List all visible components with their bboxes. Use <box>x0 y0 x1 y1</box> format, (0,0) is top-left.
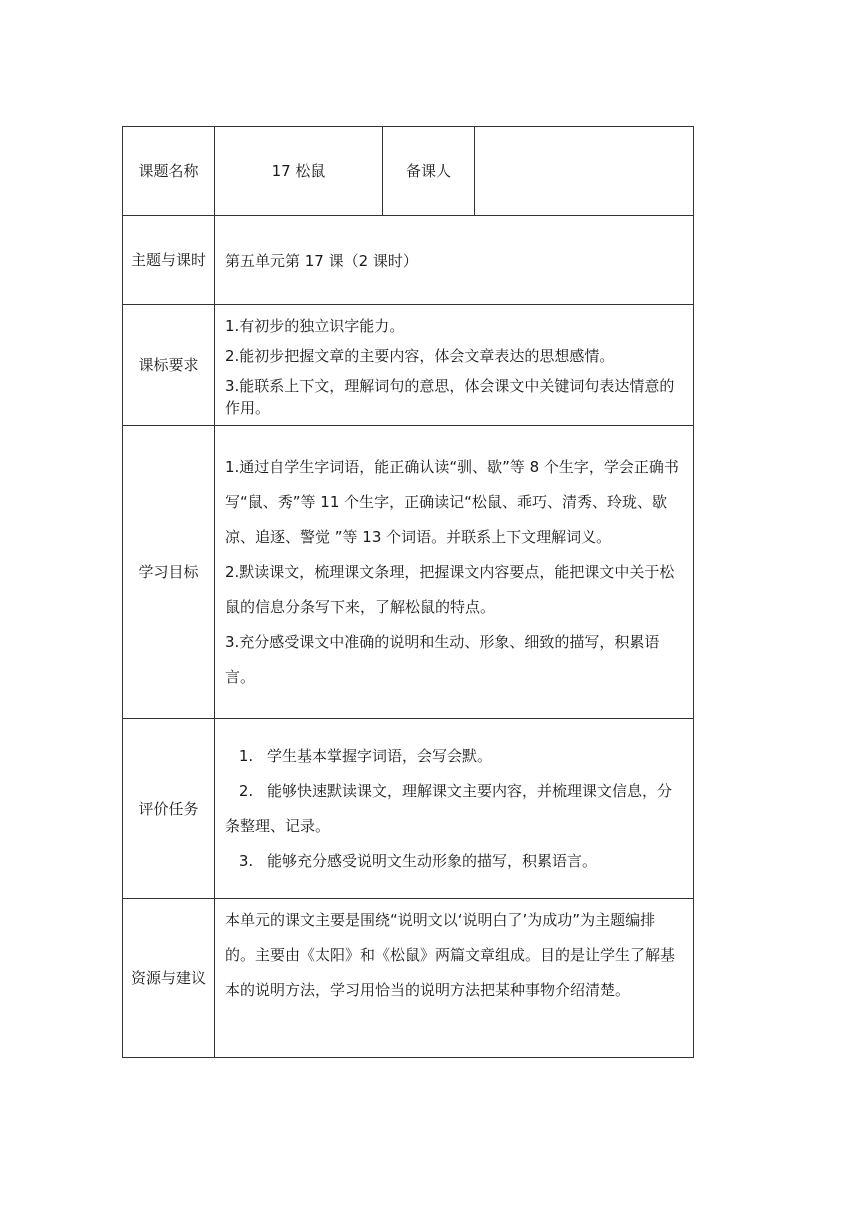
resources-suggestions-text: 本单元的课文主要是围绕“说明文以‘说明白了’为成功”为主题编排的。主要由《太阳》和《松鼠》两篇文章组成。目的是让学生了解基本的说明方法，学习用恰当的说明方法把某种事物介绍清楚。 <box>225 911 676 999</box>
requirement-item: 3.能联系上下文，理解词句的意思，体会课文中关键词句表达情意的作用。 <box>225 377 675 417</box>
preparer-value <box>475 127 694 216</box>
evaluation-item-number: 2. <box>238 781 254 800</box>
objective-item: 3.充分感受课文中准确的说明和生动、形象、细致的描写，积累语言。 <box>225 632 660 686</box>
row-theme-periods <box>123 216 694 305</box>
resources-suggestions-content <box>215 899 694 1058</box>
curriculum-requirements-content <box>215 305 694 426</box>
evaluation-tasks-label: 评价任务 <box>123 719 215 899</box>
theme-periods-label: 主题与课时 <box>123 216 215 305</box>
evaluation-item-text: 能够充分感受说明文生动形象的描写，积累语言。 <box>267 851 598 870</box>
requirement-item: 2.能初步把握文章的主要内容，体会文章表达的思想感情。 <box>225 347 615 365</box>
requirement-item: 1.有初步的独立识字能力。 <box>225 317 405 335</box>
evaluation-item-number: 1. <box>238 746 254 765</box>
row-lesson-title <box>123 127 694 216</box>
resources-suggestions-label: 资源与建议 <box>123 899 215 1058</box>
evaluation-item <box>225 739 685 774</box>
objective-item: 1.通过自学生字词语，能正确认读“驯、歇”等 8 个生字，学会正确书写“鼠、秀”等 11 个生字，正确读记“松鼠、乖巧、清秀、玲珑、歇凉、追逐、警觉 ”等 13 个词语。并联系上下文理解词义。 <box>225 457 679 546</box>
lesson-title-label: 课题名称 <box>123 127 215 216</box>
preparer-label: 备课人 <box>383 127 475 216</box>
row-curriculum-requirements <box>123 305 694 426</box>
theme-periods-value: 第五单元第 17 课（2 课时） <box>215 216 694 305</box>
row-learning-objectives <box>123 426 694 719</box>
learning-objectives-content <box>215 426 694 719</box>
evaluation-tasks-content <box>215 719 694 899</box>
evaluation-item-text: 学生基本掌握字词语，会写会默。 <box>267 746 493 765</box>
evaluation-item <box>225 774 685 844</box>
row-evaluation-tasks <box>123 719 694 899</box>
evaluation-item-number: 3. <box>238 851 254 870</box>
lesson-plan-table <box>122 126 694 1058</box>
row-resources-suggestions <box>123 899 694 1058</box>
objective-item: 2.默读课文，梳理课文条理，把握课文内容要点，能把课文中关于松鼠的信息分条写下来，了解松鼠的特点。 <box>225 562 675 616</box>
lesson-title-value: 17 松鼠 <box>215 127 383 216</box>
curriculum-requirements-label: 课标要求 <box>123 305 215 426</box>
evaluation-item-text: 能够快速默读课文，理解课文主要内容，并梳理课文信息，分条整理、记录。 <box>225 781 673 835</box>
evaluation-item <box>225 844 685 879</box>
learning-objectives-label: 学习目标 <box>123 426 215 719</box>
